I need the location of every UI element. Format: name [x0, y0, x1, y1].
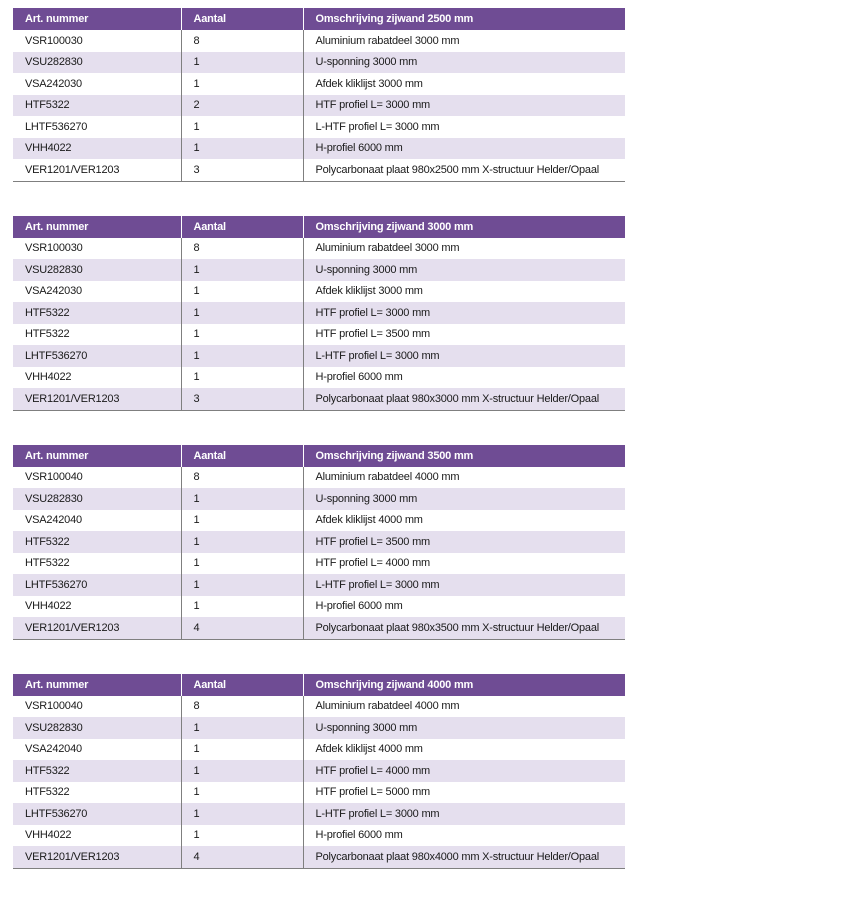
parts-table-zijwand-3000 — [13, 216, 625, 411]
table-row — [13, 259, 625, 281]
cell-art-nummer: HTF5322 — [13, 782, 181, 804]
table-row — [13, 467, 625, 489]
cell-omschrijving: HTF profiel L= 5000 mm — [303, 782, 625, 804]
table-row — [13, 73, 625, 95]
cell-aantal: 4 — [181, 617, 303, 639]
table-row — [13, 803, 625, 825]
column-header-aantal: Aantal — [181, 674, 303, 696]
cell-art-nummer: LHTF536270 — [13, 574, 181, 596]
cell-omschrijving: Afdek kliklijst 3000 mm — [303, 73, 625, 95]
cell-aantal: 1 — [181, 510, 303, 532]
table-row — [13, 553, 625, 575]
cell-omschrijving: L-HTF profiel L= 3000 mm — [303, 116, 625, 138]
cell-art-nummer: VSA242030 — [13, 73, 181, 95]
cell-art-nummer: HTF5322 — [13, 324, 181, 346]
cell-omschrijving: Afdek kliklijst 3000 mm — [303, 281, 625, 303]
column-header-omschrijving: Omschrijving zijwand 2500 mm — [303, 8, 625, 30]
cell-aantal: 8 — [181, 467, 303, 489]
parts-table-zijwand-4000 — [13, 674, 625, 869]
cell-aantal: 8 — [181, 30, 303, 52]
table-row — [13, 281, 625, 303]
cell-art-nummer: VSU282830 — [13, 717, 181, 739]
cell-aantal: 1 — [181, 574, 303, 596]
table-row — [13, 825, 625, 847]
cell-omschrijving: U-sponning 3000 mm — [303, 52, 625, 74]
column-header-omschrijving: Omschrijving zijwand 4000 mm — [303, 674, 625, 696]
cell-aantal: 1 — [181, 52, 303, 74]
column-header-art-nummer: Art. nummer — [13, 8, 181, 30]
table-header-row — [13, 8, 625, 30]
table-row — [13, 138, 625, 160]
cell-art-nummer: VSU282830 — [13, 52, 181, 74]
cell-aantal: 1 — [181, 259, 303, 281]
cell-art-nummer: VER1201/VER1203 — [13, 159, 181, 181]
cell-omschrijving: H-profiel 6000 mm — [303, 138, 625, 160]
cell-art-nummer: VSA242040 — [13, 510, 181, 532]
cell-omschrijving: L-HTF profiel L= 3000 mm — [303, 803, 625, 825]
cell-omschrijving: HTF profiel L= 3000 mm — [303, 302, 625, 324]
table-row — [13, 846, 625, 868]
column-header-aantal: Aantal — [181, 445, 303, 467]
table-row — [13, 116, 625, 138]
table-row — [13, 324, 625, 346]
table-row — [13, 159, 625, 181]
cell-omschrijving: Aluminium rabatdeel 3000 mm — [303, 238, 625, 260]
cell-omschrijving: Aluminium rabatdeel 4000 mm — [303, 467, 625, 489]
cell-art-nummer: VSR100040 — [13, 467, 181, 489]
table-header-row — [13, 674, 625, 696]
cell-omschrijving: Polycarbonaat plaat 980x3500 mm X-structuur Helder/Opaal — [303, 617, 625, 639]
cell-art-nummer: VHH4022 — [13, 596, 181, 618]
cell-omschrijving: Afdek kliklijst 4000 mm — [303, 739, 625, 761]
cell-aantal: 1 — [181, 531, 303, 553]
table-row — [13, 488, 625, 510]
table-row — [13, 717, 625, 739]
cell-aantal: 1 — [181, 73, 303, 95]
table-row — [13, 30, 625, 52]
cell-omschrijving: Polycarbonaat plaat 980x3000 mm X-structuur Helder/Opaal — [303, 388, 625, 410]
table-row — [13, 367, 625, 389]
cell-art-nummer: VSR100030 — [13, 238, 181, 260]
cell-art-nummer: VER1201/VER1203 — [13, 846, 181, 868]
cell-aantal: 8 — [181, 696, 303, 718]
column-header-aantal: Aantal — [181, 8, 303, 30]
cell-aantal: 4 — [181, 846, 303, 868]
cell-art-nummer: HTF5322 — [13, 760, 181, 782]
parts-table-zijwand-2500 — [13, 8, 625, 182]
cell-art-nummer: VSR100040 — [13, 696, 181, 718]
table-row — [13, 531, 625, 553]
cell-omschrijving: Polycarbonaat plaat 980x2500 mm X-structuur Helder/Opaal — [303, 159, 625, 181]
cell-aantal: 1 — [181, 782, 303, 804]
cell-omschrijving: Polycarbonaat plaat 980x4000 mm X-structuur Helder/Opaal — [303, 846, 625, 868]
cell-omschrijving: H-profiel 6000 mm — [303, 825, 625, 847]
column-header-art-nummer: Art. nummer — [13, 674, 181, 696]
table-row — [13, 302, 625, 324]
cell-art-nummer: LHTF536270 — [13, 803, 181, 825]
cell-aantal: 1 — [181, 717, 303, 739]
cell-omschrijving: HTF profiel L= 3500 mm — [303, 531, 625, 553]
table-row — [13, 617, 625, 639]
table-row — [13, 739, 625, 761]
cell-aantal: 8 — [181, 238, 303, 260]
cell-omschrijving: U-sponning 3000 mm — [303, 259, 625, 281]
parts-table-zijwand-3500 — [13, 445, 625, 640]
cell-aantal: 1 — [181, 825, 303, 847]
column-header-art-nummer: Art. nummer — [13, 216, 181, 238]
column-header-omschrijving: Omschrijving zijwand 3000 mm — [303, 216, 625, 238]
cell-art-nummer: VER1201/VER1203 — [13, 388, 181, 410]
cell-art-nummer: HTF5322 — [13, 531, 181, 553]
cell-aantal: 1 — [181, 281, 303, 303]
table-row — [13, 388, 625, 410]
cell-aantal: 2 — [181, 95, 303, 117]
cell-omschrijving: H-profiel 6000 mm — [303, 596, 625, 618]
cell-omschrijving: HTF profiel L= 4000 mm — [303, 760, 625, 782]
cell-omschrijving: H-profiel 6000 mm — [303, 367, 625, 389]
parts-tables — [13, 8, 625, 903]
cell-art-nummer: HTF5322 — [13, 553, 181, 575]
cell-art-nummer: HTF5322 — [13, 95, 181, 117]
cell-omschrijving: HTF profiel L= 3500 mm — [303, 324, 625, 346]
cell-omschrijving: HTF profiel L= 3000 mm — [303, 95, 625, 117]
table-row — [13, 345, 625, 367]
cell-aantal: 1 — [181, 596, 303, 618]
cell-aantal: 1 — [181, 324, 303, 346]
cell-aantal: 1 — [181, 116, 303, 138]
cell-art-nummer: LHTF536270 — [13, 116, 181, 138]
cell-aantal: 1 — [181, 302, 303, 324]
table-row — [13, 574, 625, 596]
column-header-aantal: Aantal — [181, 216, 303, 238]
cell-aantal: 1 — [181, 367, 303, 389]
table-row — [13, 782, 625, 804]
cell-art-nummer: HTF5322 — [13, 302, 181, 324]
cell-art-nummer: VSU282830 — [13, 259, 181, 281]
table-row — [13, 510, 625, 532]
cell-omschrijving: L-HTF profiel L= 3000 mm — [303, 574, 625, 596]
cell-art-nummer: VHH4022 — [13, 367, 181, 389]
cell-omschrijving: Afdek kliklijst 4000 mm — [303, 510, 625, 532]
cell-omschrijving: U-sponning 3000 mm — [303, 717, 625, 739]
cell-aantal: 3 — [181, 159, 303, 181]
cell-aantal: 1 — [181, 803, 303, 825]
table-row — [13, 238, 625, 260]
table-row — [13, 95, 625, 117]
cell-art-nummer: VHH4022 — [13, 825, 181, 847]
cell-aantal: 1 — [181, 760, 303, 782]
cell-aantal: 1 — [181, 488, 303, 510]
cell-omschrijving: U-sponning 3000 mm — [303, 488, 625, 510]
cell-omschrijving: Aluminium rabatdeel 3000 mm — [303, 30, 625, 52]
cell-art-nummer: VER1201/VER1203 — [13, 617, 181, 639]
cell-omschrijving: Aluminium rabatdeel 4000 mm — [303, 696, 625, 718]
cell-aantal: 1 — [181, 739, 303, 761]
cell-aantal: 1 — [181, 138, 303, 160]
table-row — [13, 596, 625, 618]
cell-omschrijving: HTF profiel L= 4000 mm — [303, 553, 625, 575]
cell-omschrijving: L-HTF profiel L= 3000 mm — [303, 345, 625, 367]
cell-aantal: 1 — [181, 553, 303, 575]
column-header-omschrijving: Omschrijving zijwand 3500 mm — [303, 445, 625, 467]
table-row — [13, 696, 625, 718]
cell-art-nummer: VSA242030 — [13, 281, 181, 303]
cell-aantal: 1 — [181, 345, 303, 367]
column-header-art-nummer: Art. nummer — [13, 445, 181, 467]
table-row — [13, 52, 625, 74]
table-row — [13, 760, 625, 782]
table-header-row — [13, 445, 625, 467]
cell-art-nummer: VSR100030 — [13, 30, 181, 52]
table-header-row — [13, 216, 625, 238]
cell-art-nummer: VSA242040 — [13, 739, 181, 761]
cell-art-nummer: VHH4022 — [13, 138, 181, 160]
cell-art-nummer: LHTF536270 — [13, 345, 181, 367]
cell-aantal: 3 — [181, 388, 303, 410]
cell-art-nummer: VSU282830 — [13, 488, 181, 510]
